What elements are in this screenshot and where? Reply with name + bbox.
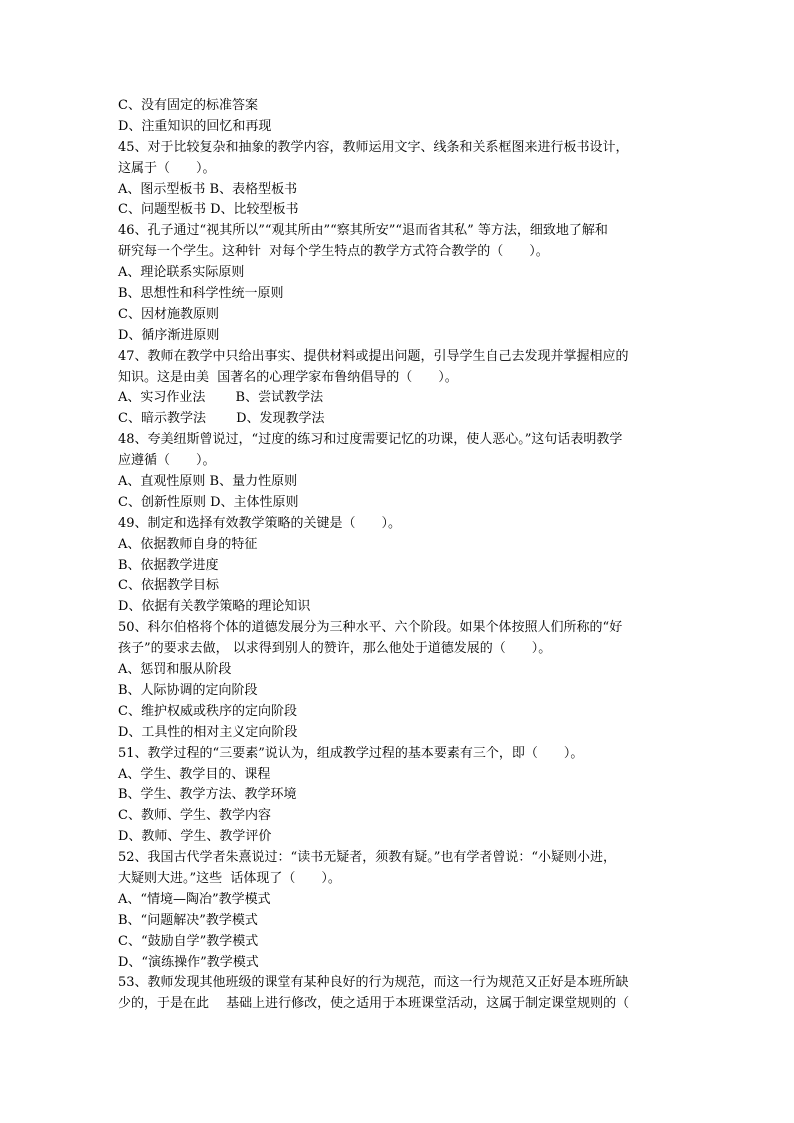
- question-45-line: 45、对于比较复杂和抽象的教学内容，教师运用文字、线条和关系框图来进行板书设计，: [118, 139, 629, 155]
- question-47-line: 47、教师在教学中只给出事实、提供材料或提出问题，引导学生自己去发现并掌握相应的: [118, 348, 629, 364]
- option-line: C、教师、学生、教学内容: [118, 808, 271, 824]
- question-53-line: 少的，于是在此 基础上进行修改，使之适用于本班课堂活动，这属于制定课堂规则的（: [118, 996, 630, 1012]
- question-50-line: 孩子”的要求去做， 以求得到别人的赞许，那么他处于道德发展的（ ）。: [118, 641, 552, 657]
- question-52-line: 大疑则大进。”这些 话体现了（ ）。: [118, 870, 341, 886]
- option-line: C、“鼓励自学”教学模式: [118, 933, 259, 949]
- option-line: B、学生、教学方法、教学环境: [118, 787, 297, 803]
- question-53-line: 53、教师发现其他班级的课堂有某种良好的行为规范，而这一行为规范又正好是本班所缺: [118, 975, 629, 991]
- question-48-line: 48、夸美纽斯曾说过，“过度的练习和过度需要记忆的功课，使人恶心。”这句话表明教学: [118, 432, 623, 448]
- option-line: A、学生、教学目的、课程: [118, 766, 271, 782]
- option-line: B、人际协调的定向阶段: [118, 682, 258, 698]
- option-line: D、工具性的相对主义定向阶段: [118, 724, 298, 740]
- option-line: C、因材施教原则: [118, 306, 219, 322]
- option-line: C、没有固定的标准答案: [118, 98, 258, 113]
- option-line: C、维护权威或秩序的定向阶段: [118, 703, 297, 719]
- option-line: A、直观性原则 B、量力性原则: [118, 474, 298, 490]
- option-line: C、依据教学目标: [118, 578, 219, 594]
- option-line: A、理论联系实际原则: [118, 265, 245, 281]
- question-46-line: 研究每一个学生。这种针 对每个学生特点的教学方式符合教学的（ ）。: [118, 244, 549, 260]
- option-line: A、惩罚和服从阶段: [118, 662, 232, 678]
- option-line: B、依据教学进度: [118, 557, 219, 573]
- option-line: B、“问题解决”教学模式: [118, 912, 258, 928]
- option-line: C、暗示教学法 D、发现教学法: [118, 411, 325, 427]
- question-50-line: 50、科尔伯格将个体的道德发展分为三种水平、六个阶段。如果个体按照人们所称的“好: [118, 620, 623, 636]
- option-line: D、注重知识的回忆和再现: [118, 118, 272, 134]
- question-46-line: 46、孔子通过“视其所以”“观其所由”“察其所安”“退而省其私” 等方法，细致地了解和: [118, 223, 608, 239]
- document-body: [118, 96, 678, 1015]
- option-line: D、循序渐进原则: [118, 327, 220, 343]
- option-line: C、问题型板书 D、比较型板书: [118, 202, 299, 218]
- option-line: D、依据有关教学策略的理论知识: [118, 599, 311, 615]
- option-line: C、创新性原则 D、主体性原则: [118, 494, 299, 510]
- question-49-line: 49、制定和选择有效教学策略的关键是（ ）。: [118, 515, 402, 531]
- option-line: B、思想性和科学性统一原则: [118, 286, 284, 302]
- option-line: A、实习作业法 B、尝试教学法: [118, 390, 324, 406]
- question-51-line: 51、教学过程的“三要素”说认为，组成教学过程的基本要素有三个，即（ ）。: [118, 745, 584, 761]
- option-line: A、图示型板书 B、表格型板书: [118, 181, 298, 197]
- question-52-line: 52、我国古代学者朱熹说过：“读书无疑者，须教有疑。”也有学者曾说：“小疑则小进，: [118, 850, 616, 866]
- option-line: D、教师、学生、教学评价: [118, 829, 272, 845]
- option-line: A、“情境—陶冶”教学模式: [118, 891, 271, 907]
- question-47-line: 知识。这是由美 国著名的心理学家布鲁纳倡导的（ ）。: [118, 369, 458, 385]
- option-line: A、依据教师自身的特征: [118, 536, 258, 552]
- question-48-line: 应遵循（ ）。: [118, 453, 216, 469]
- question-45-line: 这属于（ ）。: [118, 160, 216, 176]
- option-line: D、“演练操作”教学模式: [118, 954, 259, 970]
